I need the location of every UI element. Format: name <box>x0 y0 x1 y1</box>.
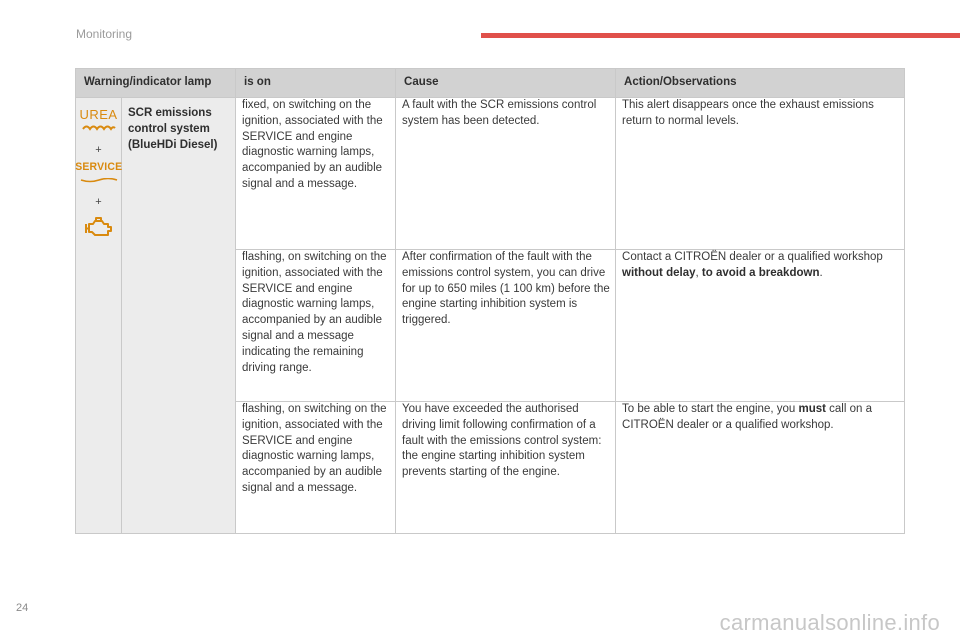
row3-is-on: flashing, on switching on the ignition, associated with the SERVICE and engine diagnostic warning lamps, accompanied by an audible signal and a message. <box>236 402 396 534</box>
header-accent-bar <box>481 33 960 38</box>
row2-action-emphasis: to avoid a breakdown <box>701 266 820 279</box>
row1-action <box>616 98 905 250</box>
row2-is-on: flashing, on switching on the ignition, associated with the SERVICE and engine diagnostic warning lamps, accompanied by an audible signal and a message indicating the remaining driving range. <box>236 250 396 402</box>
row2-action <box>616 250 905 402</box>
section-title: Monitoring <box>76 27 133 41</box>
table-row <box>76 98 905 250</box>
lamp-title-line: SCR emissions <box>128 107 212 119</box>
lamp-title-cell <box>122 98 236 534</box>
row2-action-separator: , <box>695 266 702 279</box>
page-number: 24 <box>16 602 29 614</box>
service-icon-label: SERVICE <box>74 160 123 173</box>
row1-is-on: fixed, on switching on the ignition, associated with the SERVICE and engine diagnostic warning lamps, accompanied by an audible signal and a message. <box>236 98 396 250</box>
lamp-title-line: (BlueHDi Diesel) <box>128 138 218 151</box>
lamp-icons-cell <box>76 98 122 534</box>
watermark-text: carmanualsonline.info <box>719 610 940 635</box>
service-icon <box>74 161 124 189</box>
table-header-row <box>76 69 905 98</box>
row2-action-text: Contact a CITROËN dealer or a qualified workshop <box>622 251 883 263</box>
lamp-title-line: control system <box>128 122 210 135</box>
row2-action-end: . <box>819 266 823 279</box>
row3-action-end: call on a CITROËN dealer or a qualified workshop. <box>622 403 872 431</box>
plus-sign: + <box>95 143 102 156</box>
service-underline <box>80 178 118 183</box>
row3-action-emphasis: must <box>798 403 826 415</box>
row3-action <box>616 402 905 534</box>
plus-sign: + <box>95 195 102 208</box>
header-warning-lamp: Warning/indicator lamp <box>76 69 236 98</box>
row2-action-emphasis: without delay <box>622 266 696 279</box>
row1-cause: A fault with the SCR emissions control system has been detected. <box>396 98 616 250</box>
urea-icon <box>79 108 117 137</box>
urea-wave-icon <box>82 124 116 131</box>
row3-cause: You have exceeded the authorised driving limit following confirmation of a fault with the emissions control system: the engine starting inhibition system prevents starting of the engine. <box>396 402 616 534</box>
header-is-on: is on <box>236 69 396 98</box>
warning-lamp-table <box>75 68 905 534</box>
header-cause: Cause <box>396 69 616 98</box>
engine-warning-icon <box>84 217 114 239</box>
urea-icon-label: UREA <box>79 107 118 122</box>
row2-cause: After confirmation of the fault with the emissions control system, you can drive for up to 650 miles (1 100 km) before the engine starting inhibition system is triggered. <box>396 250 616 402</box>
row3-action-text: To be able to start the engine, you <box>622 403 799 415</box>
header-action: Action/Observations <box>616 69 905 98</box>
row1-action-text: This alert disappears once the exhaust emissions return to normal levels. <box>622 99 874 127</box>
